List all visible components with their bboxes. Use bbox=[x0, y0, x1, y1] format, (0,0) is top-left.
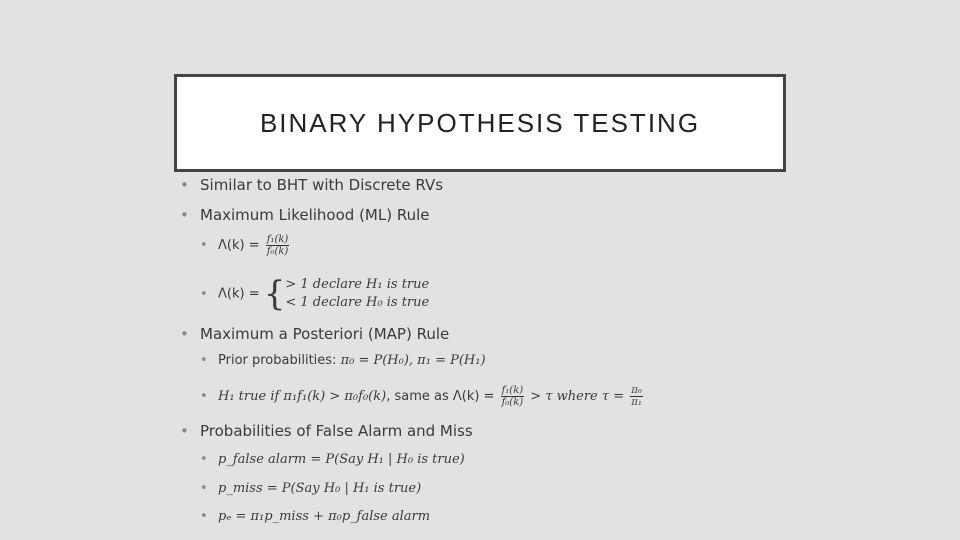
bullet-dot-icon: • bbox=[200, 481, 208, 496]
fraction-numerator: π₀ bbox=[631, 385, 642, 396]
bullet-dot-icon: • bbox=[180, 176, 189, 194]
bullet-dot-icon: • bbox=[200, 238, 208, 253]
tau-condition: > τ where τ = bbox=[526, 389, 629, 404]
bullet-text: Maximum a Posteriori (MAP) Rule bbox=[200, 325, 450, 343]
tau-fraction bbox=[630, 385, 643, 408]
lambda-label: Λ(k) = bbox=[218, 238, 260, 253]
bullet-dot-icon: • bbox=[180, 206, 189, 224]
fraction-denominator: π₁ bbox=[631, 397, 642, 408]
bullet-dot-icon: • bbox=[200, 509, 208, 524]
prior-label: Prior probabilities: bbox=[218, 353, 341, 368]
bullet-false-alarm bbox=[180, 422, 473, 440]
prior-math: π₀ = P(H₀), π₁ = P(H₁) bbox=[340, 353, 486, 368]
p-e-line bbox=[200, 509, 430, 524]
fraction-numerator: f₁(k) bbox=[501, 385, 524, 396]
slide-title: BINARY HYPOTHESIS TESTING bbox=[259, 108, 701, 138]
title-box bbox=[174, 74, 786, 172]
p-false-alarm-math: p_false alarm = P(Say H₁ | H₀ is true) bbox=[218, 452, 465, 467]
likelihood-fraction bbox=[266, 234, 290, 257]
p-miss-math: p_miss = P(Say H₀ | H₁ is true) bbox=[218, 481, 422, 496]
p-false-line bbox=[200, 452, 465, 467]
fraction-denominator: f₀(k) bbox=[501, 397, 524, 408]
map-fraction bbox=[501, 385, 525, 408]
map-rule-math: H₁ true if π₁f₁(k) > π₀f₀(k) bbox=[218, 389, 387, 404]
bullet-text: Maximum Likelihood (ML) Rule bbox=[200, 206, 430, 224]
map-rule-text: , same as Λ(k) = bbox=[386, 389, 499, 404]
bullet-text: Probabilities of False Alarm and Miss bbox=[200, 422, 473, 440]
case-greater: > 1 declare H₁ is true bbox=[285, 277, 430, 292]
bullet-dot-icon: • bbox=[200, 452, 208, 467]
ml-ratio-line bbox=[200, 234, 291, 257]
bullet-dot-icon: • bbox=[200, 389, 208, 404]
bullet-dot-icon: • bbox=[180, 325, 189, 343]
bullet-dot-icon: • bbox=[200, 286, 208, 302]
bullet-dot-icon: • bbox=[180, 422, 189, 440]
p-error-math: pₑ = π₁p_miss + π₀p_false alarm bbox=[218, 509, 431, 524]
ml-decision-line bbox=[200, 274, 429, 314]
bullet-similar bbox=[180, 176, 443, 194]
bullet-map-rule bbox=[180, 325, 449, 343]
decision-cases bbox=[264, 274, 429, 314]
brace-icon: { bbox=[263, 274, 286, 314]
p-miss-line bbox=[200, 481, 421, 496]
case-less: < 1 declare H₀ is true bbox=[285, 295, 430, 310]
bullet-dot-icon: • bbox=[200, 353, 208, 368]
fraction-numerator: f₁(k) bbox=[266, 234, 289, 245]
map-rule-line bbox=[200, 385, 645, 408]
fraction-denominator: f₀(k) bbox=[266, 246, 289, 257]
bullet-text: Similar to BHT with Discrete RVs bbox=[200, 176, 444, 194]
bullet-ml-rule bbox=[180, 206, 430, 224]
lambda-label: Λ(k) = bbox=[218, 286, 260, 302]
prior-line bbox=[200, 353, 486, 368]
